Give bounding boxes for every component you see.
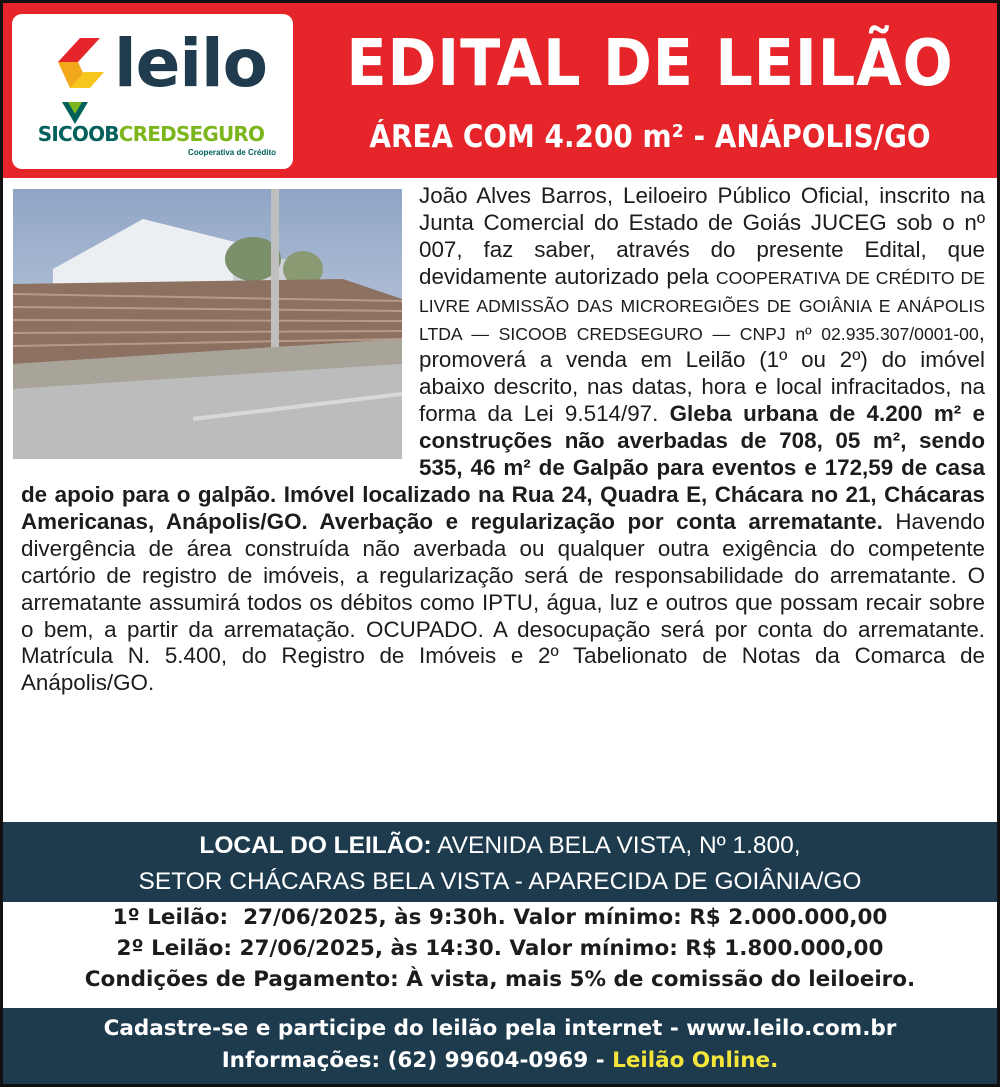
sicoob-tagline: Cooperativa de Crédito xyxy=(188,148,277,157)
body-property-description: Gleba urbana de 4.200 m² e construções não averbadas de 708, 05 m², sendo 535, 46 m² de Galpão para eventos e 172,59 de casa de apoio para o galpão. Imóvel localizado na Rua 24, Quadra E, Chácara no 21, Chácaras Americanas, Anápolis/GO. Averbação e regularização por conta arrematante. xyxy=(21,401,986,534)
location-line-1 xyxy=(3,828,997,864)
footer-phone: Informações: (62) 99604-0969 - xyxy=(221,1048,613,1073)
edital-body xyxy=(21,183,985,697)
body-terms: Havendo divergência de área construída não averbada ou qualquer outra exigência do competente cartório de registro de imóveis, a regularização será de responsabilidade do arrematante. O arrematante assumirá todos os débitos como IPTU, água, luz e outros que possam recair sobre o bem, a partir da arrematação. OCUPADO. A desocupação será por conta do arrematante. Matrícula N. 5.400, do Registro de Imóveis e 2º Tabelionato de Notas da Comarca de Anápolis/GO. xyxy=(21,508,985,696)
footer-online-label: Leilão Online. xyxy=(612,1048,779,1073)
body-cooperative-name: COOPERATIVA DE CRÉDITO DE LIVRE ADMISSÃO DAS MICROREGIÕES DE GOIÂNIA E ANÁPOLIS LTDA — SICOOB CREDSEGURO — CNPJ nº 02.935.307/0001-00 xyxy=(419,267,985,344)
sicoob-logo-wordmark: SICOOBCREDSEGURO xyxy=(37,122,265,146)
leilo-logo-wordmark: leilo xyxy=(114,25,267,102)
location-address: AVENIDA BELA VISTA, Nº 1.800, xyxy=(431,832,801,859)
header-banner xyxy=(3,3,997,178)
payment-conditions: Condições de Pagamento: À vista, mais 5% de comissão do leiloeiro. xyxy=(84,967,916,992)
location-line-2: SETOR CHÁCARAS BELA VISTA - APARECIDA DE GOIÂNIA/GO xyxy=(138,868,862,895)
leilo-logo-icon xyxy=(50,32,112,94)
footer-info-line xyxy=(3,1045,997,1077)
page-title: EDITAL DE LEILÃO xyxy=(346,27,954,101)
footer-register-line: Cadastre-se e participe do leilão pela internet - www.leilo.com.br xyxy=(103,1016,897,1041)
second-auction: 2º Leilão: 27/06/2025, às 14:30. Valor mínimo: R$ 1.800.000,00 xyxy=(116,936,884,961)
body-intro: João Alves Barros, Leiloeiro Público Oficial, inscrito na Junta Comercial do Estado de Goiás JUCEG sob o nº 007, faz saber, através do presente Edital, que devidamente autorizado pela xyxy=(419,183,985,289)
body-sale-statement: , promoverá a venda em Leilão (1º ou 2º) do imóvel abaixo descrito, nas datas, hora e local infracitados, na forma da Lei 9.514/97. xyxy=(419,319,985,427)
page-subtitle: ÁREA COM 4.200 m² - ANÁPOLIS/GO xyxy=(369,119,931,155)
location-label: LOCAL DO LEILÃO: xyxy=(199,832,432,859)
first-auction: 1º Leilão: 27/06/2025, às 9:30h. Valor mínimo: R$ 2.000.000,00 xyxy=(112,905,888,930)
auction-location-bar xyxy=(3,822,997,902)
footer-bar xyxy=(3,1008,997,1084)
auction-dates xyxy=(3,902,997,995)
logo-box xyxy=(12,14,293,169)
